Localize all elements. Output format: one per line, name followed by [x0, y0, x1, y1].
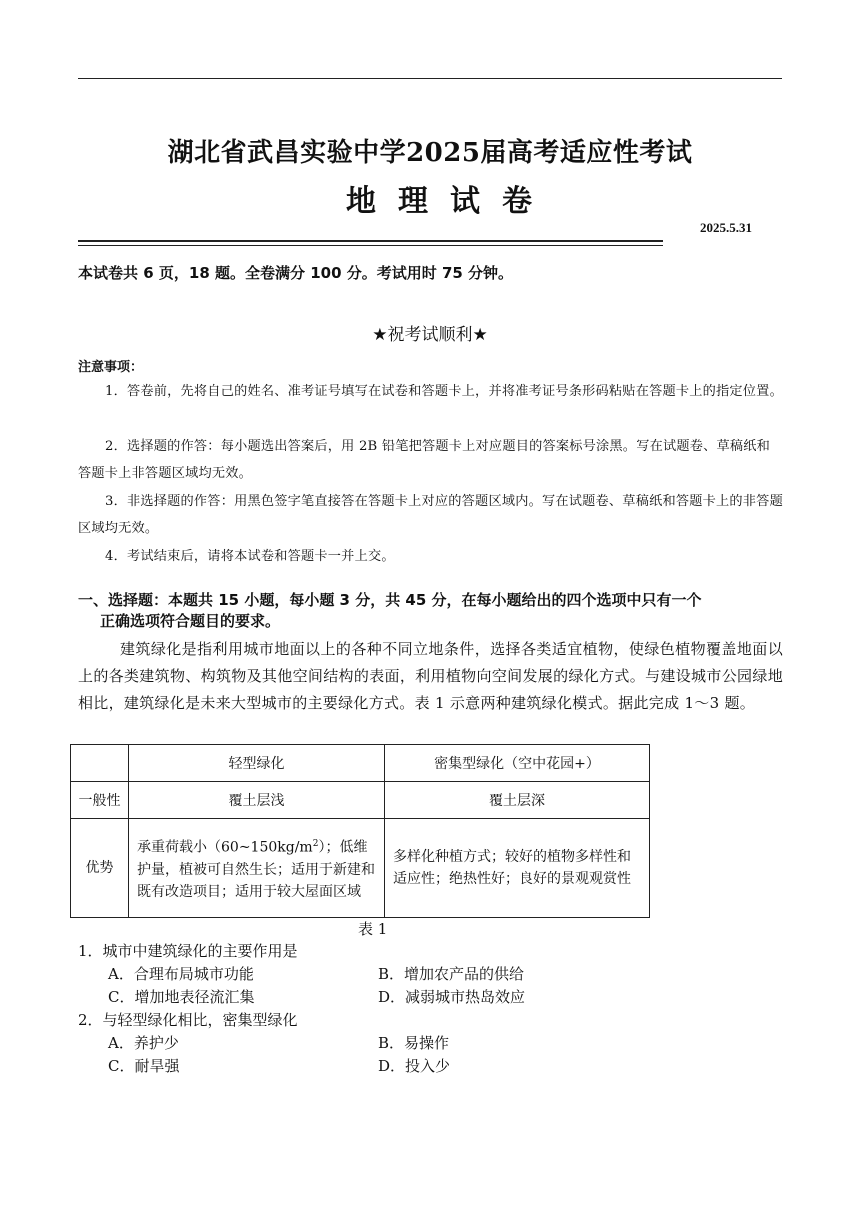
option-d: D．减弱城市热岛效应	[378, 988, 526, 1006]
section-heading-line1: 一、选择题：本题共 15 小题，每小题 3 分，共 45 分，在每小题给出的四个选项中只有一个	[78, 591, 702, 609]
table-row-label: 一般性	[71, 782, 129, 819]
table-cell: 覆土层深	[385, 782, 650, 819]
option-c: C．增加地表径流汇集	[108, 988, 255, 1006]
table-row-label: 优势	[71, 819, 129, 918]
subject-title: 地理试卷	[346, 184, 554, 219]
load-text: 承重荷载小（60~150kg/m	[137, 839, 313, 856]
good-luck-banner: ★祝考试顺利★	[372, 325, 488, 345]
top-rule	[78, 78, 782, 79]
question-stem: 2．与轻型绿化相比，密集型绿化	[78, 1011, 298, 1029]
option-a: A．养护少	[108, 1034, 179, 1052]
section-heading-line2: 正确选项符合题目的要求。	[100, 612, 281, 630]
notice-item: 3．非选择题的作答：用黑色签字笔直接答在答题卡上对应的答题区域内。写在试题卷、草稿纸和答题卡上的非答题区域均无效。	[78, 494, 783, 536]
notice-item: 1．答卷前，先将自己的姓名、准考证号填写在试卷和答题卡上，并将准考证号条形码粘贴在答题卡上的指定位置。	[105, 384, 783, 399]
option-b: B．易操作	[378, 1034, 450, 1052]
table-header-cell: 密集型绿化（空中花园+）	[385, 745, 650, 782]
option-c: C．耐旱强	[108, 1057, 180, 1075]
table-header-row	[71, 745, 650, 782]
exam-date: 2025.5.31	[700, 220, 752, 235]
table-cell: 覆土层浅	[129, 782, 385, 819]
exam-title: 湖北省武昌实验中学2025届高考适应性考试	[167, 138, 693, 168]
table-header-cell: 轻型绿化	[129, 745, 385, 782]
table-header-cell	[71, 745, 129, 782]
table-cell	[129, 819, 385, 918]
advantage-text: ）；低维护量，植被可自然生长；适用于新建和既有改造项目；适用于较大屋面区域	[137, 839, 375, 900]
table-row	[71, 819, 650, 918]
double-rule-bottom	[78, 245, 663, 246]
table-caption: 表 1	[358, 920, 388, 938]
table-cell: 多样化种植方式；较好的植物多样性和适应性；绝热性好；良好的景观观赏性	[385, 819, 650, 918]
notice-title: 注意事项：	[78, 360, 144, 375]
notice-item: 4．考试结束后，请将本试卷和答题卡一并上交。	[105, 549, 395, 564]
notice-item: 2．选择题的作答：每小题选出答案后，用 2B 铅笔把答题卡上对应题目的答案标号涂黑。写在试题卷、草稿纸和答题卡上非答题区域均无效。	[78, 439, 771, 481]
table-row	[71, 782, 650, 819]
superscript: 2	[312, 839, 319, 850]
question-stem: 1．城市中建筑绿化的主要作用是	[78, 942, 298, 960]
option-d: D．投入少	[378, 1057, 451, 1075]
greening-table	[70, 744, 650, 918]
passage-intro: 建筑绿化是指利用城市地面以上的各种不同立地条件，选择各类适宜植物，使绿色植物覆盖地面以上的各类建筑物、构筑物及其他空间结构的表面，利用植物向空间发展的绿化方式。与建设城市公园绿地相比，建筑绿化是未来大型城市的主要绿化方式。表 1 示意两种建筑绿化模式。据此完成 1～3 题。	[78, 640, 783, 712]
option-b: B．增加农产品的供给	[378, 965, 525, 983]
section-heading	[78, 590, 783, 632]
option-a: A．合理布局城市功能	[108, 965, 254, 983]
double-rule-top	[78, 240, 663, 242]
exam-info: 本试卷共 6 页，18 题。全卷满分 100 分。考试用时 75 分钟。	[78, 264, 514, 282]
